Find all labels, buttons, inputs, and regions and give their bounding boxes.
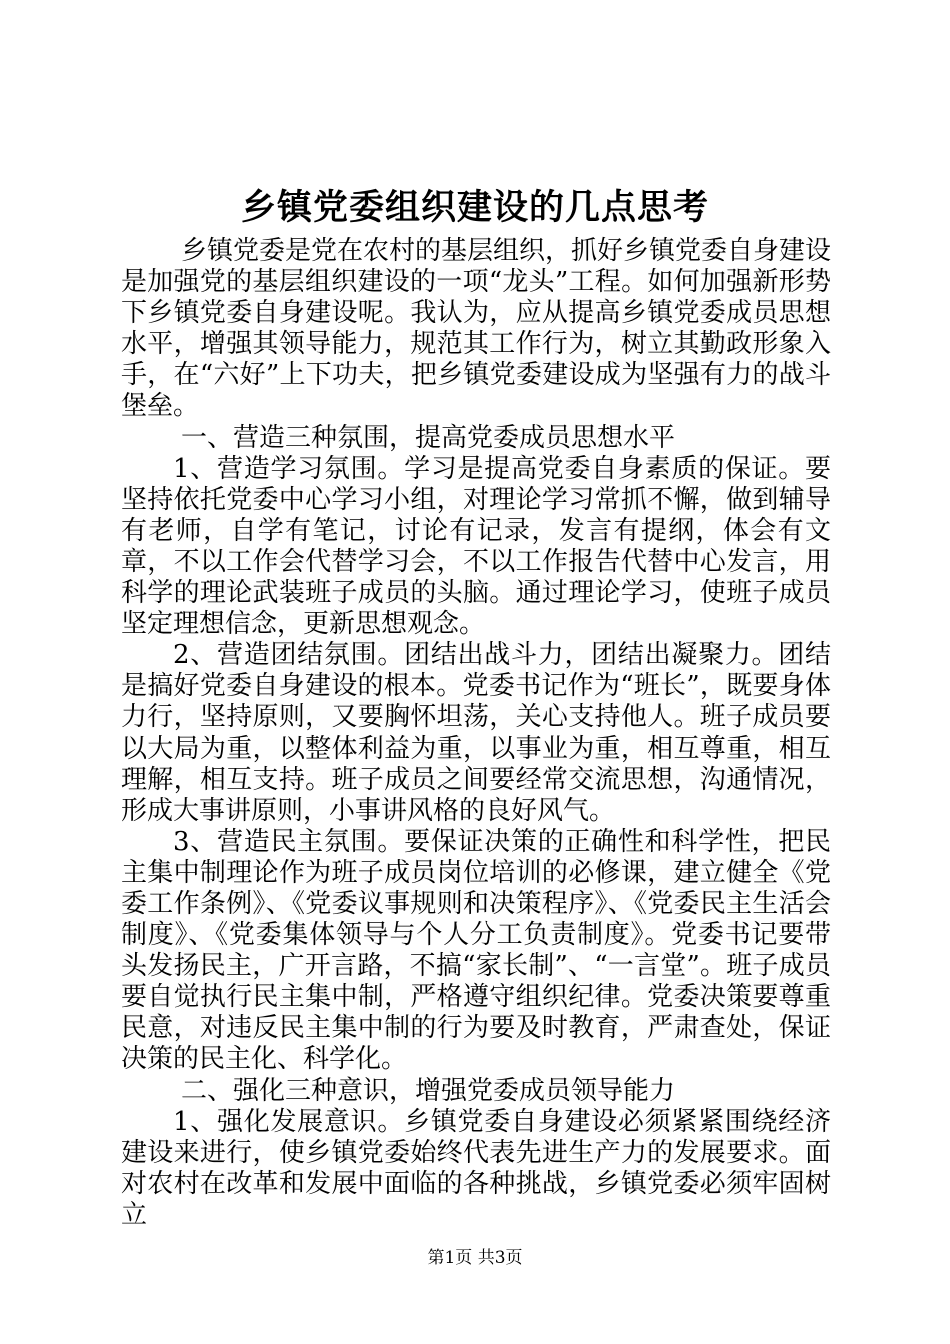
section-heading-1: 一、营造三种氛围，提高党委成员思想水平 [181,422,676,453]
paragraph-development-awareness: 1、强化发展意识。乡镇党委自身建设必须紧紧围绕经济建设来进行，使乡镇党委始终代表先进生产力的发展要求。面对农村在改革和发展中面临的各种挑战，乡镇党委必须牢固树立 [121,1106,831,1230]
paragraph-study-atmosphere: 1、营造学习氛围。学习是提高党委自身素质的保证。要坚持依托党委中心学习小组，对理论学习常抓不懈，做到辅导有老师，自学有笔记，讨论有记录，发言有提纲，体会有文章，不以工作会代替学习会，不以工作报告代替中心发言，用科学的理论武装班子成员的头脑。通过理论学习，使班子成员坚定理想信念，更新思想观念。 [121,453,831,640]
page-footer: 第1页 共3页 [427,1248,523,1268]
paragraph-unity-atmosphere: 2、营造团结氛围。团结出战斗力，团结出凝聚力。团结是搞好党委自身建设的根本。党委书记作为“班长”，既要身体力行，坚持原则，又要胸怀坦荡，关心支持他人。班子成员要以大局为重，以整体利益为重，以事业为重，相互尊重，相互理解，相互支持。班子成员之间要经常交流思想，沟通情况，形成大事讲原则，小事讲风格的良好风气。 [121,640,831,826]
document-body [121,236,831,1231]
document-title: 乡镇党委组织建设的几点思考 [240,187,709,228]
intro-paragraph: 乡镇党委是党在农村的基层组织，抓好乡镇党委自身建设是加强党的基层组织建设的一项“龙头”工程。如何加强新形势下乡镇党委自身建设呢。我认为，应从提高乡镇党委成员思想水平，增强其领导能力，规范其工作行为，树立其勤政形象入手，在“六好”上下功夫，把乡镇党委建设成为坚强有力的战斗堡垒。 [121,236,832,422]
section-heading-2: 二、强化三种意识，增强党委成员领导能力 [181,1075,676,1106]
paragraph-democracy-atmosphere: 3、营造民主氛围。要保证决策的正确性和科学性，把民主集中制理论作为班子成员岗位培训的必修课，建立健全《党委工作条例》、《党委议事规则和决策程序》、《党委民主生活会制度》、《党委集体领导与个人分工负责制度》。党委书记要带头发扬民主，广开言路，不搞“家长制”、“一言堂”。班子成员要自觉执行民主集中制，严格遵守组织纪律。党委决策要尊重民意，对违反民主集中制的行为要及时教育，严肃查处，保证决策的民主化、科学化。 [121,826,831,1075]
